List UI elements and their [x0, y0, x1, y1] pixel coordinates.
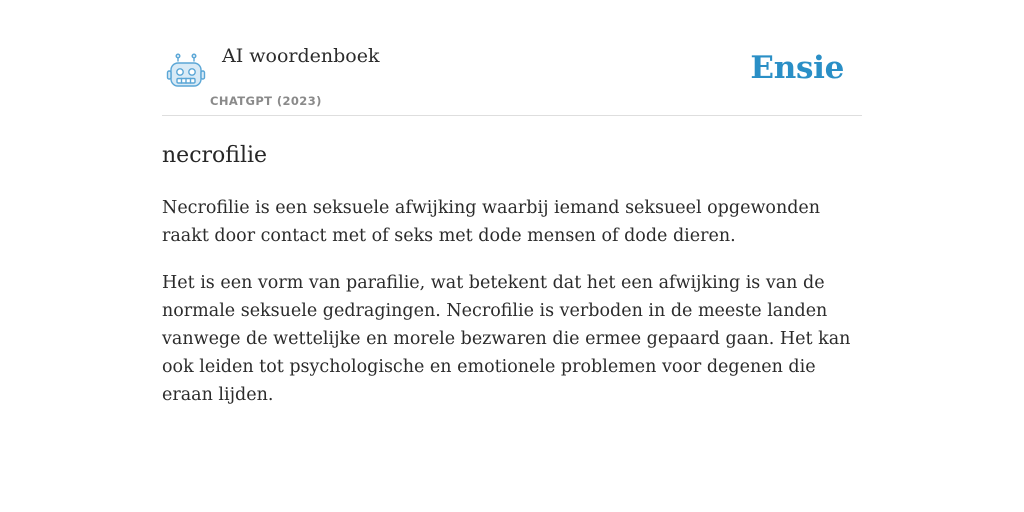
- term-title: necrofilie: [162, 143, 268, 168]
- source-label: CHATGPT (2023): [210, 94, 322, 108]
- robot-icon: [166, 52, 206, 90]
- brand-logo[interactable]: Ensie: [750, 50, 844, 86]
- content-container: [162, 0, 862, 409]
- definition: [162, 194, 862, 409]
- header: [162, 0, 862, 116]
- definition-paragraph: Het is een vorm van parafilie, wat betekent dat het een afwijking is van de normale seksuele gedragingen. Necrofilie is verboden in de meeste landen vanwege de wettelijke en morele bezwaren die ermee gepaard gaan. Het kan ook leiden tot psychologische en emotionele problemen voor degenen die eraan lijden.: [162, 273, 851, 405]
- definition-paragraph: Necrofilie is een seksuele afwijking waarbij iemand seksueel opgewonden raakt door contact met of seks met dode mensen of dode dieren.: [162, 198, 821, 246]
- site-title[interactable]: AI woordenboek: [222, 45, 380, 67]
